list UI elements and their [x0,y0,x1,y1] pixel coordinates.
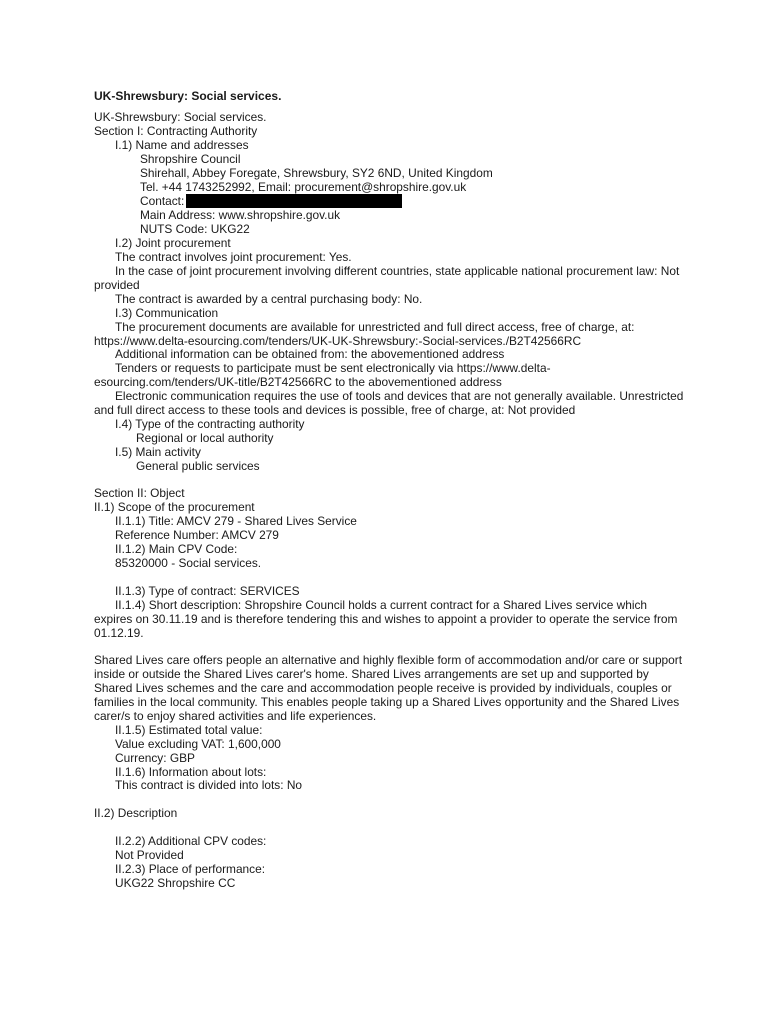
currency: Currency: GBP [115,750,195,765]
additional-cpv-label: II.2.2) Additional CPV codes: [115,834,267,849]
shared-lives-paragraph: Shared Lives care offers people an alternative and highly flexible form of accommodation and/or care or support inside or outside the Shared Lives carer's home. Shared Lives arrangements are set up and supported by Shared Lives schemes and the care and accommodation people receive is provided by individuals, couples or families in the local community. This enables people taking up a Shared Lives opportunity and the Shared Lives carer/s to enjoy shared activities and life experiences. [94,653,683,723]
lots-value: This contract is divided into lots: No [115,778,303,793]
i4-label: I.4) Type of the contracting authority [115,416,305,431]
tenders-line-1: Tenders or requests to participate must be sent electronically via https://www.delta- [115,361,551,376]
cpv-value: 85320000 - Social services. [115,555,262,570]
reference-number: Reference Number: AMCV 279 [115,528,279,543]
spacer [94,821,684,835]
place-label: II.2.3) Place of performance: [115,861,266,876]
authority-type: Regional or local authority [136,430,274,445]
value-excluding-vat: Value excluding VAT: 1,600,000 [115,736,281,751]
org-name: Shropshire Council [140,151,241,166]
header-repeat: UK-Shrewsbury: Social services. [94,110,267,124]
contract-type: II.1.3) Type of contract: SERVICES [115,583,300,598]
additional-info: Additional information can be obtained from: the abovementioned address [115,347,505,362]
nuts-code: NUTS Code: UKG22 [140,222,250,237]
cpv-label: II.1.2) Main CPV Code: [115,542,238,557]
document-body [94,111,684,891]
contact-label: Contact: [140,194,185,209]
main-activity: General public services [136,458,260,473]
electronic-communication: Electronic communication requires the use of tools and devices that are not generally available. Unrestricted and full direct access to these tools and devices is possible, free of charge, at: Not provided [94,389,684,418]
procurement-law: In the case of joint procurement involving different countries, state applicable national procurement law: Not provided [94,263,680,292]
i3-label: I.3) Communication [115,305,219,320]
spacer [94,571,684,585]
scope-heading: II.1) Scope of the procurement [94,500,255,515]
tenders-line-2: esourcing.com/tenders/UK-title/B2T42566RC to the abovementioned address [94,375,502,390]
section-2-heading: Section II: Object [94,486,185,501]
i1-label: I.1) Name and addresses [115,137,249,152]
document-title: UK-Shrewsbury: Social services. [94,89,282,103]
place-value: UKG22 Shropshire CC [115,875,236,890]
org-tel-email: Tel. +44 1743252992, Email: procurement@shropshire.gov.uk [140,179,467,194]
section-1-heading: Section I: Contracting Authority [94,123,258,138]
joint-procurement: The contract involves joint procurement: Yes. [115,250,352,265]
main-address: Main Address: www.shropshire.gov.uk [140,208,341,223]
spacer [94,793,684,807]
spacer [94,640,684,654]
additional-cpv-value: Not Provided [115,847,184,862]
org-address: Shirehall, Abbey Foregate, Shrewsbury, SY2 6ND, United Kingdom [140,165,493,180]
documents-access: The procurement documents are available for unrestricted and full direct access, free of charge, at: https://www.delta-esourcing.com/tenders/UK-UK-Shrewsbury:-Social-services./B2T42566RC [94,319,635,348]
i2-label: I.2) Joint procurement [115,236,231,251]
lots-label: II.1.6) Information about lots: [115,764,267,779]
spacer [94,474,684,488]
contact-line [94,194,684,209]
i5-label: I.5) Main activity [115,444,201,459]
description-heading: II.2) Description [94,806,178,821]
short-description: II.1.4) Short description: Shropshire Council holds a current contract for a Shared Lives service which expires on 30.11.19 and is therefore tendering this and wishes to appoint a provider to operate the service from 01.12.19. [94,597,678,640]
redaction-bar [186,194,402,208]
central-body: The contract is awarded by a central purchasing body: No. [115,291,423,306]
estimated-value-label: II.1.5) Estimated total value: [115,722,263,737]
contract-title: II.1.1) Title: AMCV 279 - Shared Lives Service [115,514,357,529]
